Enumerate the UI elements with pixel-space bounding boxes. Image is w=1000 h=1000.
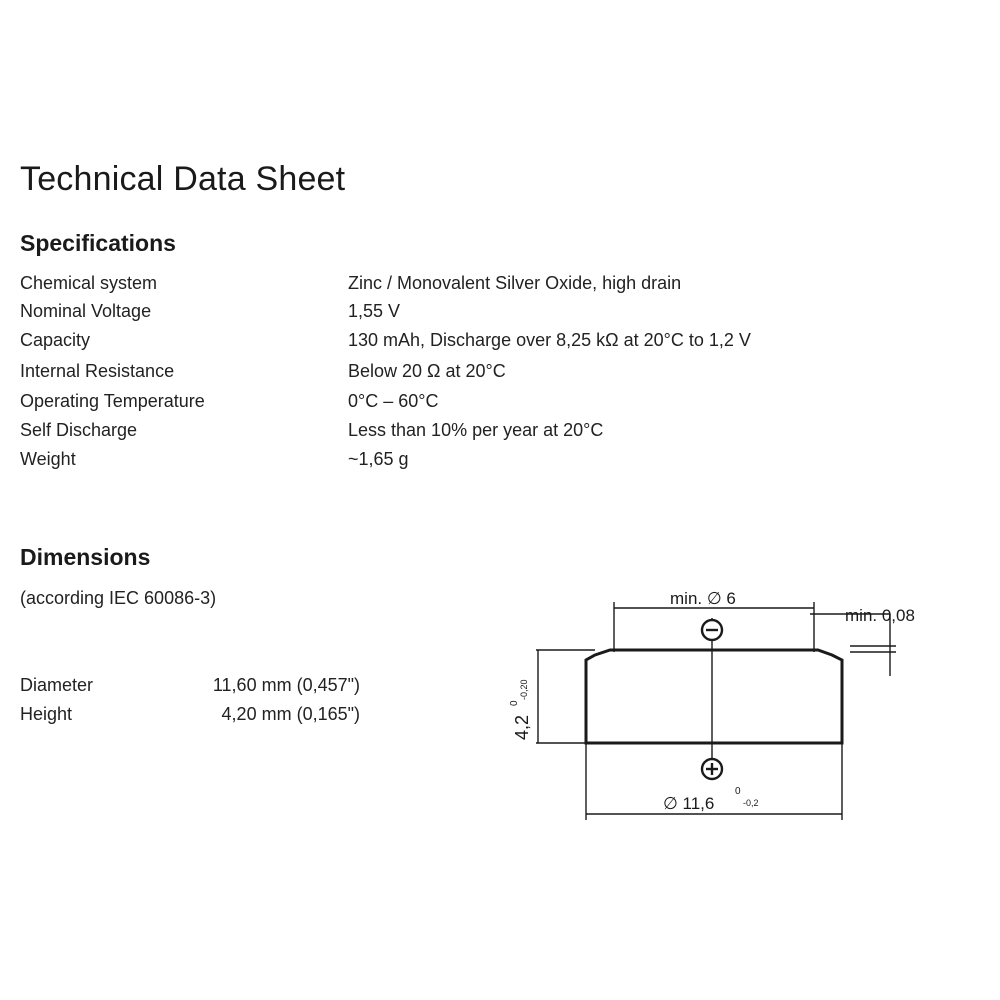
spec-value: ~1,65 g <box>348 449 409 469</box>
spec-row-weight <box>0 449 1000 477</box>
height-tolerance-lower: -0,20 <box>519 679 529 700</box>
spec-value: 130 mAh, Discharge over 8,25 kΩ at 20°C to 1,2 V <box>348 330 751 350</box>
page-title: Technical Data Sheet <box>20 160 346 198</box>
spec-value: Below 20 Ω at 20°C <box>348 361 506 381</box>
top-diameter-label: min. ∅ 6 <box>670 589 736 608</box>
diameter-tolerance-upper: 0 <box>735 786 741 797</box>
dim-row-diameter <box>0 675 520 703</box>
spec-label: Weight <box>20 449 76 469</box>
diameter-label: ∅ 11,6 <box>663 794 715 813</box>
spec-value: 1,55 V <box>348 301 401 321</box>
standard-note: (according IEC 60086-3) <box>20 588 217 608</box>
spec-row-operating-temperature <box>0 391 1000 419</box>
height-label: 4,2 <box>512 714 532 740</box>
spec-row-capacity <box>0 330 1000 358</box>
gap-label: min. 0,08 <box>845 606 915 625</box>
spec-row-internal-resistance <box>0 361 1000 389</box>
spec-label: Self Discharge <box>20 420 138 440</box>
diameter-tolerance-lower: -0,2 <box>743 798 759 808</box>
specifications-heading: Specifications <box>20 230 176 256</box>
spec-value: 0°C – 60°C <box>348 391 439 411</box>
spec-label: Nominal Voltage <box>20 301 152 321</box>
dim-value: 4,20 mm (0,165") <box>221 704 360 724</box>
spec-label: Operating Temperature <box>20 391 205 411</box>
dim-value: 11,60 mm (0,457") <box>212 675 360 695</box>
spec-label: Chemical system <box>20 273 158 293</box>
spec-label: Capacity <box>20 330 91 350</box>
cell-body <box>536 618 842 770</box>
battery-dimension-drawing <box>500 580 960 840</box>
plus-terminal-icon <box>702 759 722 779</box>
dim-label: Diameter <box>20 675 94 695</box>
height-tolerance-upper: 0 <box>509 700 520 706</box>
minus-terminal-icon <box>702 620 722 640</box>
spec-value: Less than 10% per year at 20°C <box>348 420 604 440</box>
spec-row-chemical-system <box>0 273 1000 301</box>
dim-label: Height <box>20 704 73 724</box>
spec-label: Internal Resistance <box>20 361 175 381</box>
spec-value: Zinc / Monovalent Silver Oxide, high drain <box>348 273 682 293</box>
spec-row-nominal-voltage <box>0 301 1000 329</box>
dimensions-heading: Dimensions <box>20 544 151 570</box>
spec-row-self-discharge <box>0 420 1000 448</box>
dim-row-height <box>0 704 520 732</box>
